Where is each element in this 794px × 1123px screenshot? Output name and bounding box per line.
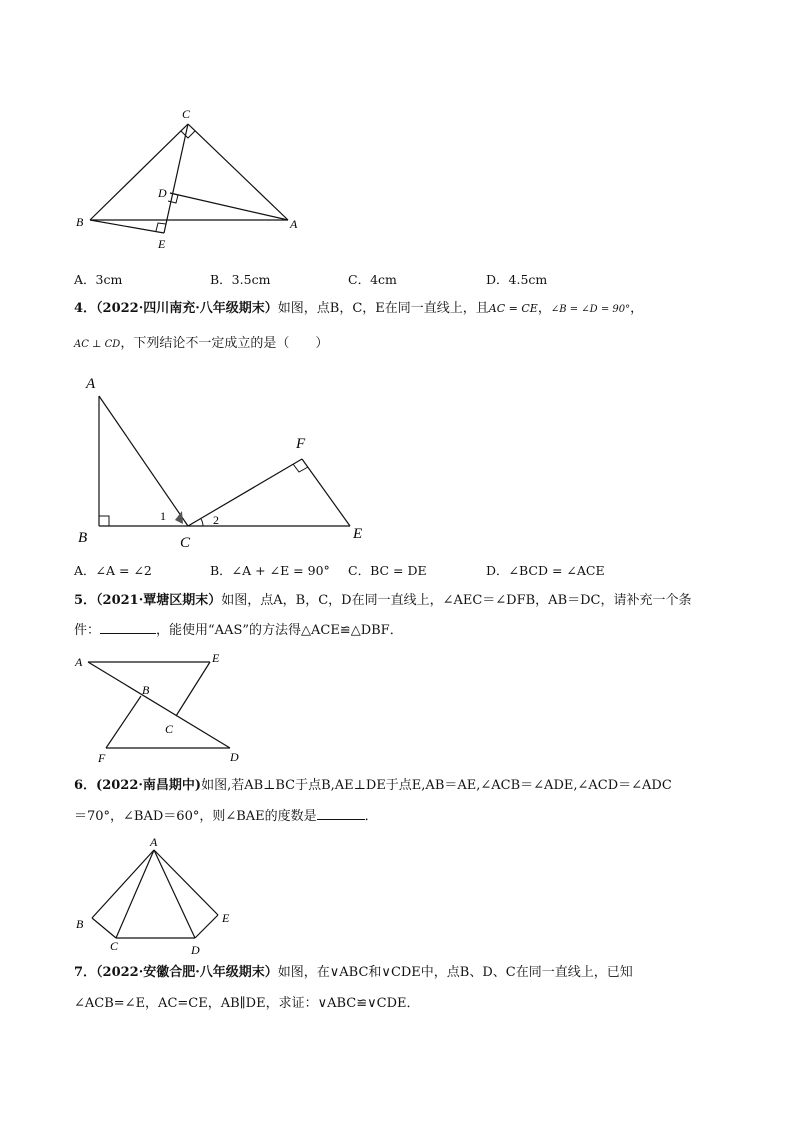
label-C: C xyxy=(110,939,119,953)
label-D: D xyxy=(230,750,239,764)
segment-AB xyxy=(92,850,154,918)
q3-option-d: D．4.5cm xyxy=(486,272,548,287)
segment-AC xyxy=(116,850,154,938)
label-E: E xyxy=(353,526,363,542)
segment-BC xyxy=(90,124,188,220)
q7-text1: 如图，在∨ABC和∨CDE中，点B、D、C在同一直线上，已知 xyxy=(277,965,633,980)
q5-text2b: ，能使用“AAS”的方法得△ACE≌△DBF． xyxy=(156,623,403,638)
q4-option-c: C．BC = DE xyxy=(348,563,427,578)
q3-option-c: C．4cm xyxy=(348,272,397,287)
label-B: B xyxy=(76,917,84,931)
q4-sep2: ， xyxy=(630,301,644,316)
label-C: C xyxy=(182,107,191,121)
segment-BC xyxy=(92,918,116,938)
q5-text2a: 件： xyxy=(74,623,101,638)
q6-answer-blank[interactable] xyxy=(317,807,365,820)
q4-stem-line2 xyxy=(74,335,328,354)
segment-CE xyxy=(164,124,188,233)
segment-CF xyxy=(188,459,302,526)
label-E: E xyxy=(158,237,166,251)
q4-cond3: AC ⊥ CD xyxy=(74,339,121,350)
label-B: B xyxy=(142,683,150,697)
q6-source: 6．(2022·南昌期中) xyxy=(74,778,202,793)
q5-stem-line1 xyxy=(74,592,692,610)
segment-BE xyxy=(90,220,164,233)
label-C: C xyxy=(165,722,174,736)
segment-AC xyxy=(99,396,188,526)
q6-text2b: ． xyxy=(364,809,378,824)
q6-stem-line2 xyxy=(74,807,378,826)
label-A: A xyxy=(150,835,158,849)
q4-sep: ， xyxy=(537,301,551,316)
figure-q3 xyxy=(70,100,310,260)
figure-q5 xyxy=(70,650,250,765)
figure-q6 xyxy=(70,832,240,962)
label-angle-2: 2 xyxy=(213,513,219,527)
right-angle-mark-B xyxy=(99,516,109,526)
q4-text1: 如图，点B，C，E在同一直线上，且 xyxy=(277,301,489,316)
label-B: B xyxy=(76,215,84,229)
q5-answer-blank[interactable] xyxy=(100,621,156,634)
label-D: D xyxy=(158,186,167,200)
q4-option-d: D．∠BCD = ∠ACE xyxy=(486,563,605,578)
q4-option-a: A．∠A = ∠2 xyxy=(74,563,152,578)
q7-stem-line1 xyxy=(74,964,633,982)
q4-stem-line1 xyxy=(74,300,643,319)
label-angle-1: 1 xyxy=(160,509,166,523)
label-F: F xyxy=(296,436,306,452)
figure-q4 xyxy=(70,368,380,553)
q6-stem-line1 xyxy=(74,777,672,795)
label-E: E xyxy=(212,651,220,665)
label-C: C xyxy=(180,535,191,551)
q5-stem-line2 xyxy=(74,621,403,640)
q3-option-b: B．3.5cm xyxy=(210,272,271,287)
q4-option-b: B．∠A + ∠E = 90° xyxy=(210,563,330,578)
q6-text2a: ＝70°，∠BAD＝60°，则∠BAE的度数是 xyxy=(74,809,317,824)
q6-text1: 如图,若AB⊥BC于点B,AE⊥DE于点E,AB＝AE,∠ACB＝∠ADE,∠ACD＝∠ADC xyxy=(201,778,672,793)
segment-EC xyxy=(176,662,210,716)
label-E: E xyxy=(222,911,230,925)
segment-AD xyxy=(154,850,195,938)
segment-FE xyxy=(302,459,350,526)
label-F: F xyxy=(98,751,106,765)
segment-DA xyxy=(170,193,288,220)
q5-source: 5．（2021·覃塘区期末） xyxy=(74,593,222,608)
segment-FB xyxy=(106,696,141,748)
segment-AD xyxy=(88,662,230,748)
right-angle-mark-C xyxy=(181,131,195,138)
label-B: B xyxy=(78,530,88,546)
q3-option-a: A．3cm xyxy=(74,272,123,287)
q4-cond1: AC = CE xyxy=(488,302,538,315)
label-D: D xyxy=(191,943,200,957)
label-A: A xyxy=(75,655,83,669)
q5-text1: 如图，点A，B，C，D在同一直线上，∠AEC＝∠DFB，AB＝DC，请补充一个条 xyxy=(221,593,692,608)
q4-text2: ，下列结论不一定成立的是（ ） xyxy=(120,336,329,351)
q7-text2: ∠ACB=∠E，AC=CE，AB∥DE，求证：∨ABC≌∨CDE． xyxy=(74,996,420,1011)
q7-source: 7．（2022·安徽合肥·八年级期末） xyxy=(74,965,278,980)
q7-stem-line2 xyxy=(74,995,420,1013)
segment-CA xyxy=(188,124,288,220)
q4-source: （2022·四川南充·八年级期末） xyxy=(96,301,278,316)
segment-DE xyxy=(195,915,218,938)
segment-AE xyxy=(154,850,218,915)
label-A: A xyxy=(290,217,298,231)
angle-arc-2 xyxy=(201,519,203,526)
q4-cond2: ∠B = ∠D = 90° xyxy=(550,304,631,315)
q4-number: 4． xyxy=(74,301,97,316)
label-A: A xyxy=(86,376,96,392)
